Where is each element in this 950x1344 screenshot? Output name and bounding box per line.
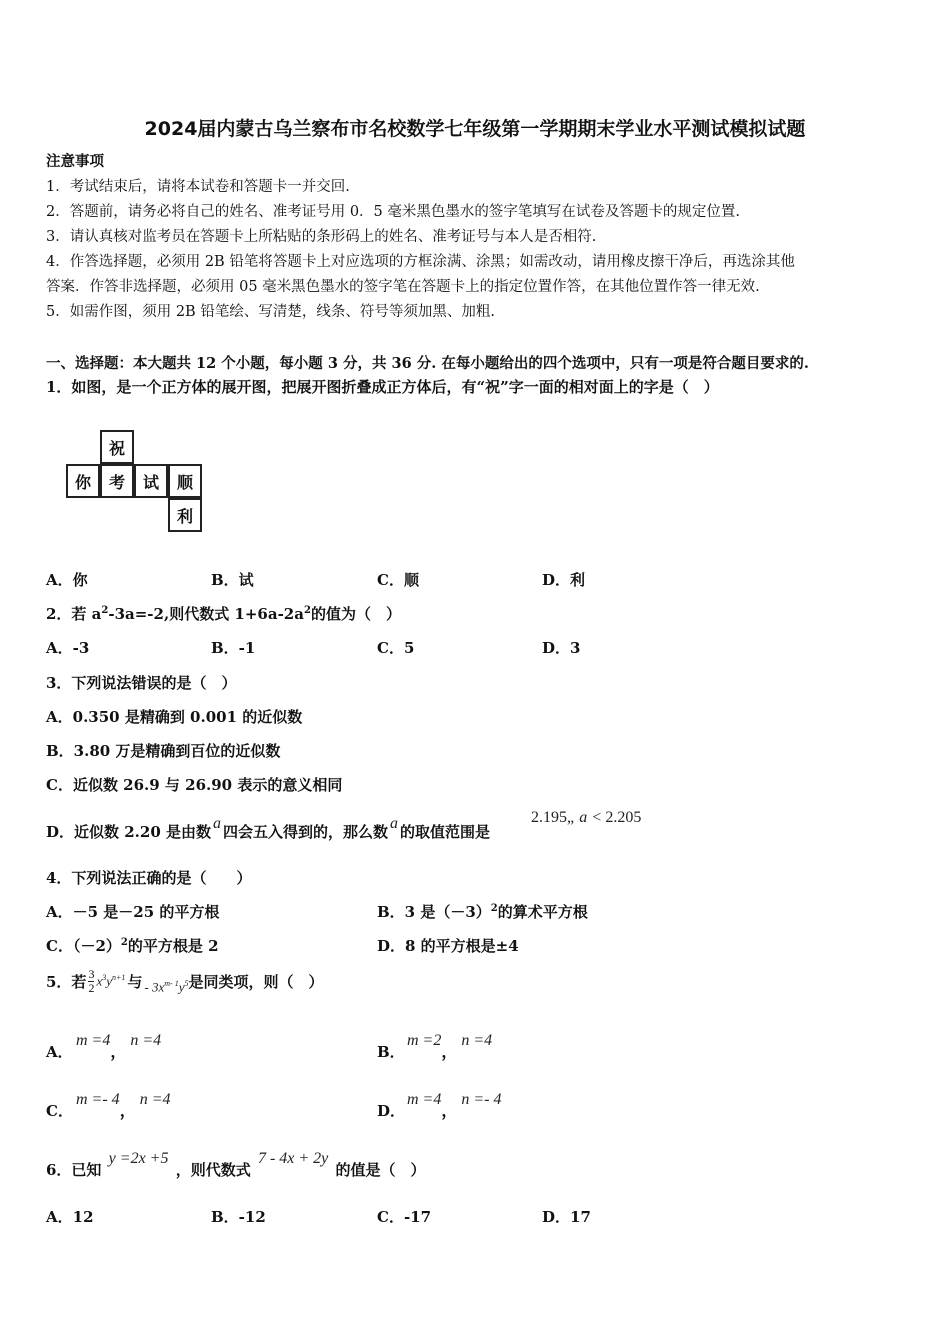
q5-option-b-label[interactable]: B． (377, 1043, 405, 1061)
q3-option-c[interactable]: C．近似数 26.9 与 26.90 表示的意义相同 (46, 776, 343, 794)
net-cell-4: 顺 (168, 464, 202, 498)
net-cell-3: 试 (134, 464, 168, 498)
cube-net-figure (66, 430, 210, 534)
q3-option-d[interactable]: D．近似数 2.20 是由数 a 四会五入得到的，那么数 a 的取值范围是 (46, 815, 491, 841)
q3-option-a[interactable]: A．0.350 是精确到 0.001 的近似数 (46, 708, 303, 726)
q5-option-d-label[interactable]: D． (377, 1102, 406, 1120)
q5-option-c-value[interactable]: m =- 4，n =4 (76, 1091, 171, 1120)
q5-fraction: $\frac{3}{2}$ (88, 967, 95, 995)
q1-stem: 1．如图，是一个正方体的展开图，把展开图折叠成正方体后，有“祝”字一面的相对面上的字是（ ） (46, 378, 719, 396)
q2-option-d[interactable]: D．3 (542, 639, 581, 657)
q5-option-d-value[interactable]: m =4，n =- 4 (407, 1091, 502, 1120)
q2-option-a[interactable]: A．-3 (46, 639, 90, 657)
q2-stem: 2．若 $a^2-3a=-2$,则代数式 $1+6a-2a^2$的值为（ ） (46, 605, 401, 623)
q1-option-d[interactable]: D．利 (542, 571, 586, 589)
notice-item-4-cont: 答案．作答非选择题，必须用 05 毫米黑色墨水的签字笔在答题卡上的指定位置作答，在其他位置作答一律无效. (46, 279, 760, 295)
q5-option-a-value[interactable]: m =4，n =4 (76, 1032, 162, 1061)
notice-item-2: 2．答题前，请务必将自己的姓名、准考证号用 0．5 毫米黑色墨水的签字笔填写在试卷及答题卡的规定位置. (46, 204, 740, 220)
q2-option-c[interactable]: C．5 (377, 639, 415, 657)
q3-stem: 3．下列说法错误的是（ ） (46, 674, 237, 692)
q5-stem: 5．若 $\frac{3}{2}$ $x^3y^{n+1}$ 与 - $3x^{m- 1}y^5$ 是同类项，则（ ） (46, 967, 324, 995)
q5-option-b-value[interactable]: m =2，n =4 (407, 1032, 493, 1061)
q6-option-a[interactable]: A．12 (46, 1208, 94, 1226)
q4-option-d[interactable]: D．8 的平方根是±4 (377, 937, 519, 955)
q3-option-b[interactable]: B．3.80 万是精确到百位的近似数 (46, 742, 281, 760)
net-cell-top: 祝 (100, 430, 134, 464)
q4-option-b[interactable]: B．3 是$(-3)^2$的算术平方根 (377, 903, 588, 921)
notice-item-5: 5．如需作图，须用 2B 铅笔绘、写清楚，线条、符号等须加黑、加粗. (46, 304, 495, 320)
q4-option-c[interactable]: C．$(-2)^2$的平方根是 2 (46, 937, 219, 955)
notice-item-4: 4．作答选择题，必须用 2B 铅笔将答题卡上对应选项的方框涂满、涂黑；如需改动，请用橡皮擦干净后，再选涂其他 (46, 254, 795, 270)
q4-option-a[interactable]: A．－5 是－25 的平方根 (46, 903, 220, 921)
notice-item-1: 1．考试结束后，请将本试卷和答题卡一并交回. (46, 179, 350, 195)
q4-stem: 4．下列说法正确的是（ ） (46, 869, 252, 887)
q6-option-d[interactable]: D．17 (542, 1208, 591, 1226)
notice-heading: 注意事项 (46, 153, 104, 170)
net-cell-1: 你 (66, 464, 100, 498)
exam-title: 2024届内蒙古乌兰察布市名校数学七年级第一学期期末学业水平测试模拟试题 (144, 118, 806, 140)
q6-stem: 6．已知 y =2x +5 ，则代数式 7 - 4x + 2y 的值是（ ） (46, 1150, 426, 1179)
net-cell-2: 考 (100, 464, 134, 498)
notice-item-3: 3．请认真核对监考员在答题卡上所粘贴的条形码上的姓名、准考证号与本人是否相符. (46, 229, 597, 245)
q6-option-c[interactable]: C．-17 (377, 1208, 432, 1226)
q2-option-b[interactable]: B．-1 (211, 639, 256, 657)
q1-option-c[interactable]: C．顺 (377, 571, 419, 589)
section-heading: 一、选择题：本大题共 12 个小题，每小题 3 分，共 36 分. 在每小题给出的四个选项中，只有一项是符合题目要求的. (46, 355, 809, 372)
q1-option-b[interactable]: B．试 (211, 571, 254, 589)
q5-option-a-label[interactable]: A． (46, 1043, 73, 1061)
net-cell-bottom: 利 (168, 498, 202, 532)
q6-option-b[interactable]: B．-12 (211, 1208, 266, 1226)
q1-option-a[interactable]: A．你 (46, 571, 88, 589)
q3-range-expression: 2.195„ a < 2.205 (531, 809, 642, 826)
q5-option-c-label[interactable]: C． (46, 1102, 73, 1120)
